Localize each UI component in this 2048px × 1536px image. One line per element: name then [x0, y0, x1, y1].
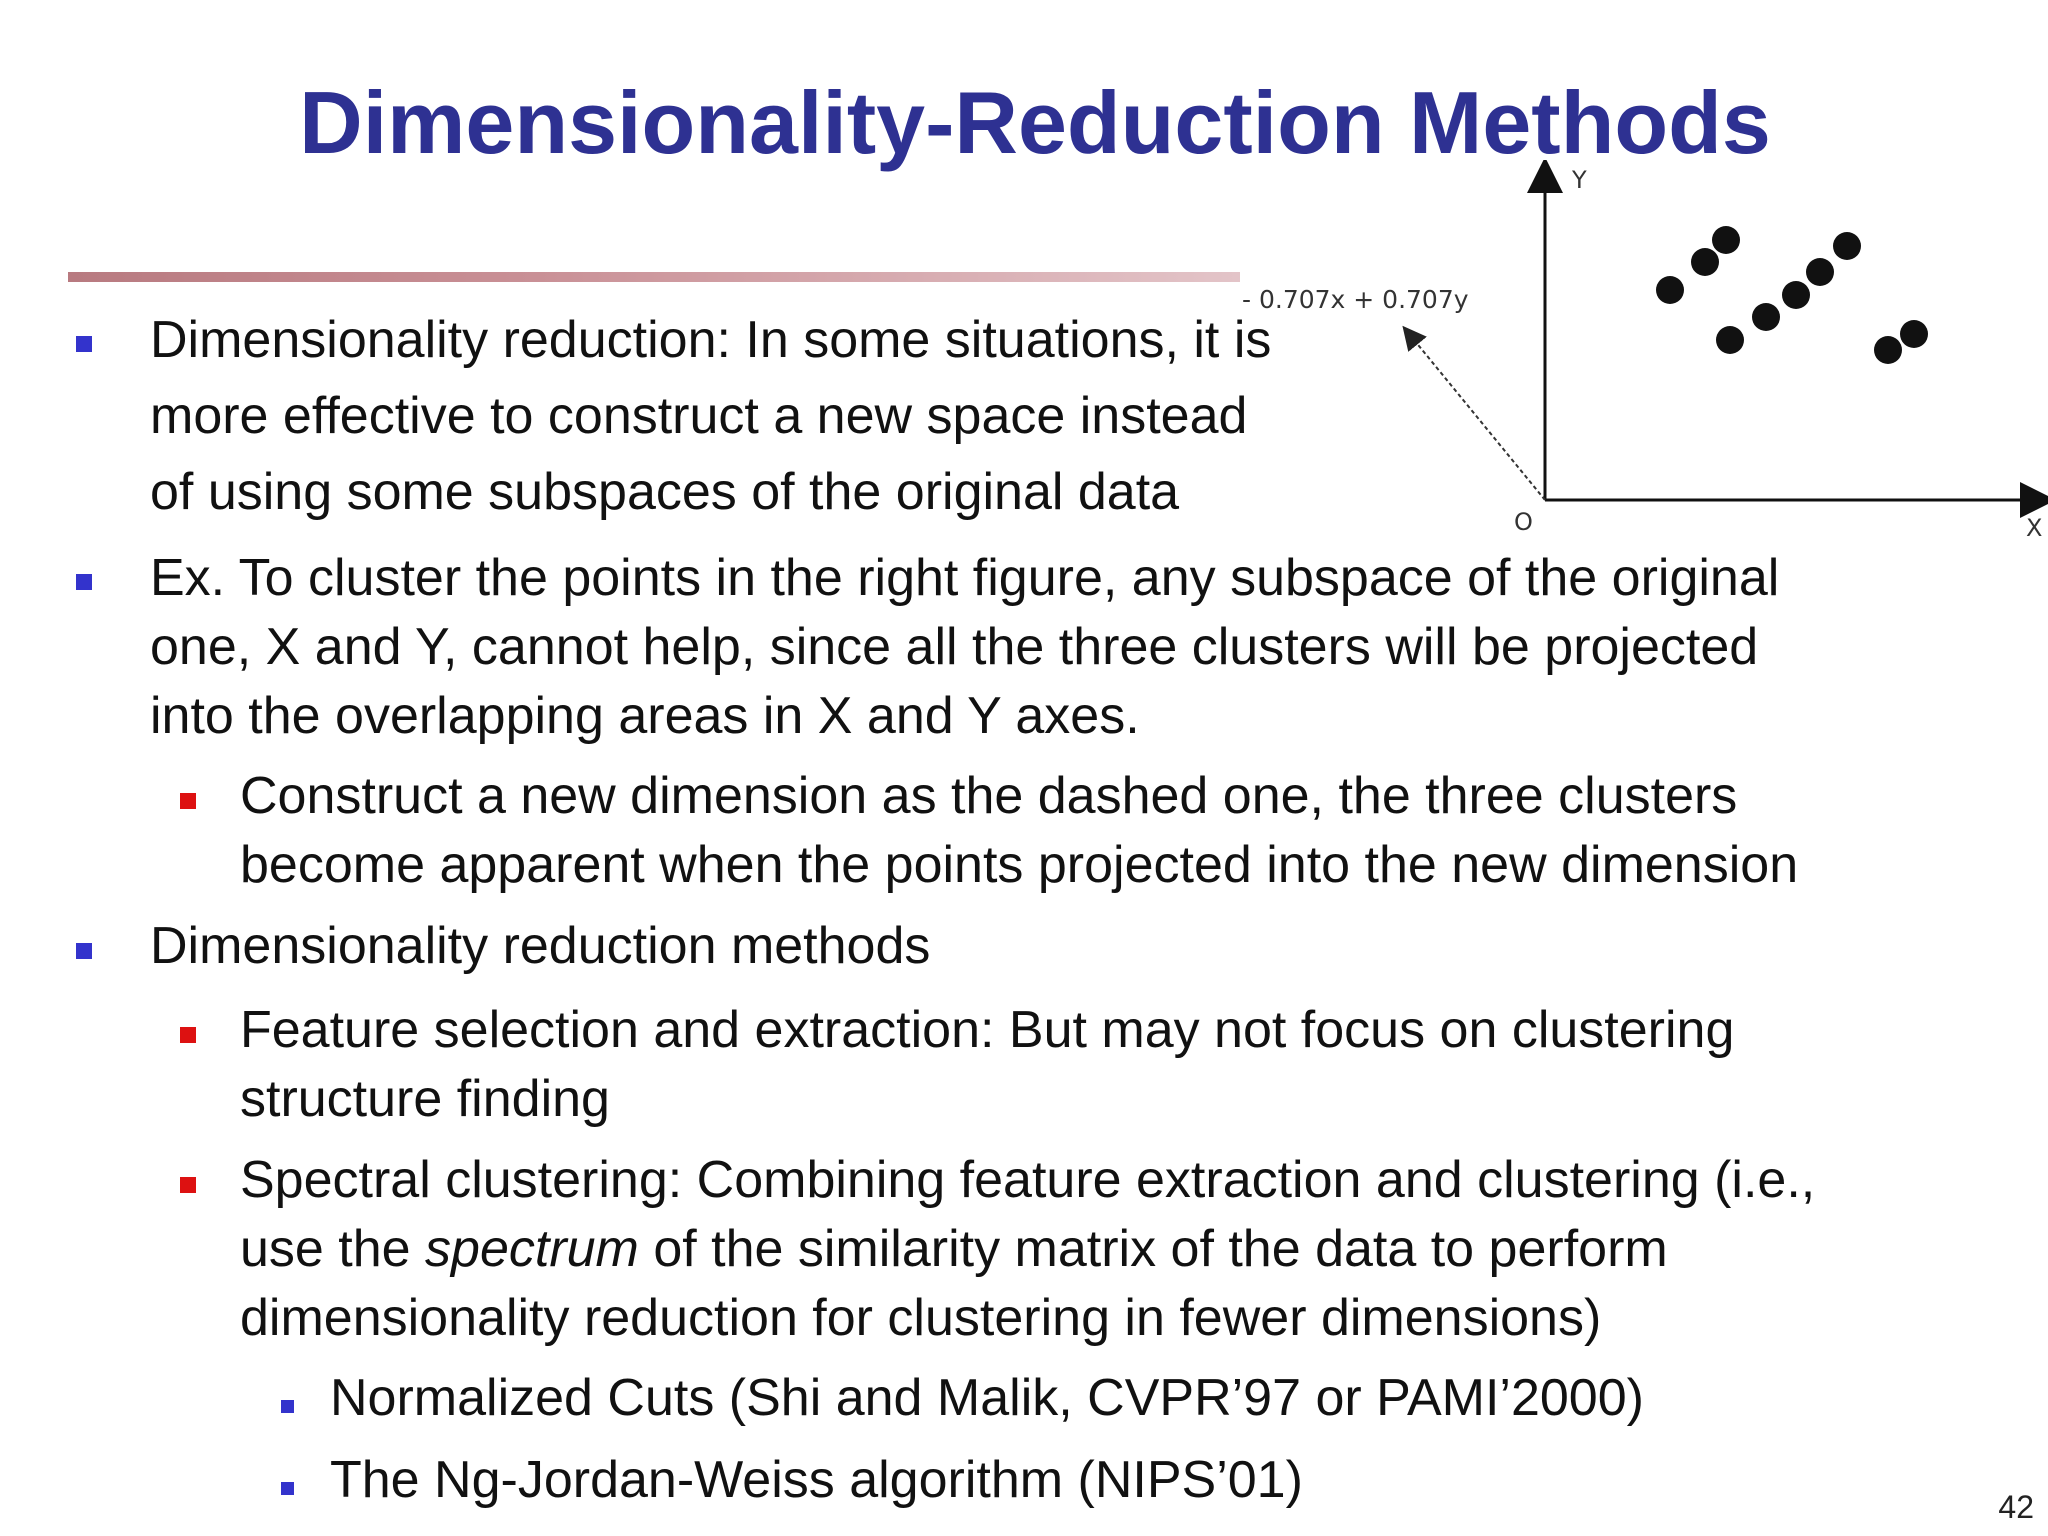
bullet-marker	[281, 1482, 294, 1495]
data-point	[1656, 276, 1684, 304]
text-line: into the overlapping areas in X and Y axes.	[150, 687, 1140, 745]
bullet-marker	[180, 1177, 196, 1193]
item-ng-jordan-weiss: The Ng-Jordan-Weiss algorithm (NIPS’01)	[330, 1451, 1303, 1509]
text-span: use the	[240, 1220, 426, 1278]
title-divider	[68, 272, 1240, 282]
text-span: of the similarity matrix of the data to perform	[638, 1220, 1668, 1278]
data-point	[1874, 336, 1902, 364]
data-point	[1716, 326, 1744, 354]
text-line: Feature selection and extraction: But may not focus on clustering	[240, 1001, 1735, 1059]
data-point	[1806, 258, 1834, 286]
item-normalized-cuts: Normalized Cuts (Shi and Malik, CVPR’97 or PAMI’2000)	[330, 1369, 1644, 1427]
bullet-reduction-methods	[150, 912, 930, 981]
data-point	[1712, 226, 1740, 254]
new-axis-label: - 0.707x + 0.707y	[1242, 285, 1469, 314]
bullet-marker	[76, 943, 92, 959]
new-dimension-axis	[1410, 335, 1545, 500]
text-line: structure finding	[240, 1070, 610, 1128]
data-point	[1782, 281, 1810, 309]
bullet-marker	[180, 793, 196, 809]
text-line: Dimensionality reduction methods	[150, 917, 931, 975]
bullet-dimensionality-reduction	[150, 306, 1271, 527]
slide-number: 42	[1998, 1489, 2034, 1525]
text-line	[240, 1215, 1815, 1284]
projection-figure	[1230, 160, 2048, 550]
bullet-marker	[76, 336, 92, 352]
bullet-feature-selection	[240, 996, 1734, 1134]
slide-title: Dimensionality-Reduction Methods	[299, 73, 1771, 172]
y-axis-label: Y	[1572, 166, 1587, 194]
data-point	[1691, 248, 1719, 276]
spectrum-emphasis: spectrum	[425, 1220, 639, 1278]
data-point	[1833, 232, 1861, 260]
data-point	[1752, 303, 1780, 331]
bullet-marker	[180, 1027, 196, 1043]
text-line: one, X and Y, cannot help, since all the three clusters will be projected	[150, 618, 1759, 676]
bullet-marker	[76, 574, 92, 590]
origin-label: O	[1514, 508, 1533, 536]
text-line: Ex. To cluster the points in the right figure, any subspace of the original	[150, 549, 1780, 607]
bullet-marker	[281, 1400, 294, 1413]
bullet-spectral-clustering	[240, 1146, 1815, 1353]
text-line: Dimensionality reduction: In some situations, it is	[150, 311, 1272, 369]
data-point	[1900, 320, 1928, 348]
text-line: of using some subspaces of the original data	[150, 463, 1180, 521]
bullet-example	[150, 544, 1779, 751]
text-line: Construct a new dimension as the dashed one, the three clusters	[240, 767, 1738, 825]
text-line: dimensionality reduction for clustering in fewer dimensions)	[240, 1289, 1602, 1347]
text-line: more effective to construct a new space instead	[150, 387, 1248, 445]
text-line: become apparent when the points projected into the new dimension	[240, 836, 1799, 894]
text-line: Spectral clustering: Combining feature extraction and clustering (i.e.,	[240, 1151, 1816, 1209]
x-axis-label: X	[2026, 514, 2043, 542]
bullet-construct-new-dimension	[240, 762, 1798, 900]
